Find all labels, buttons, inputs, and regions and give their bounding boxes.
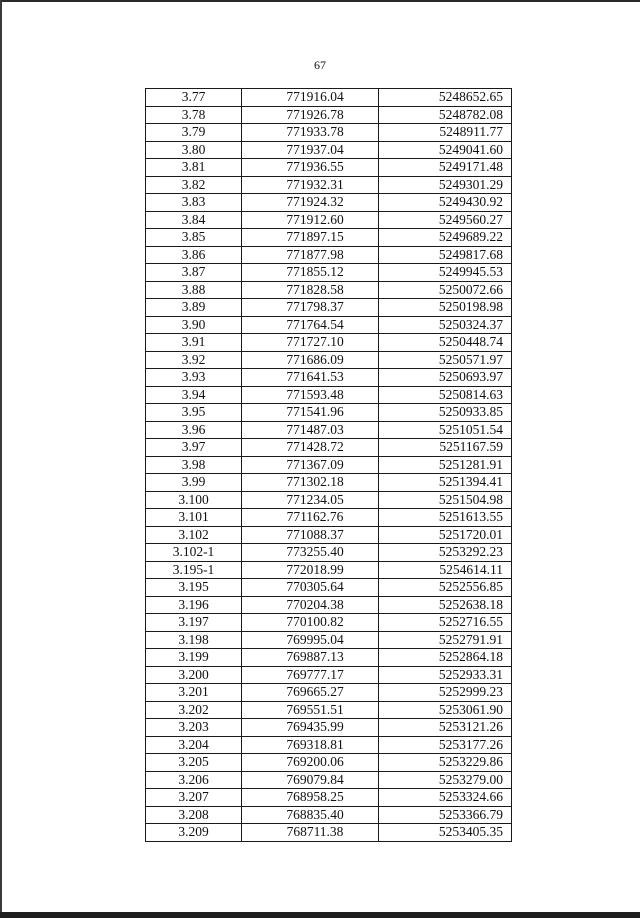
scan-border-left bbox=[0, 0, 2, 918]
x-coordinate-cell: 771727.10 bbox=[242, 334, 379, 352]
point-id-cell: 3.78 bbox=[146, 106, 242, 124]
table-row bbox=[146, 211, 512, 229]
point-id-cell: 3.96 bbox=[146, 421, 242, 439]
y-coordinate-cell: 5251167.59 bbox=[379, 439, 512, 457]
table-row bbox=[146, 649, 512, 667]
point-id-cell: 3.90 bbox=[146, 316, 242, 334]
x-coordinate-cell: 771367.09 bbox=[242, 456, 379, 474]
point-id-cell: 3.84 bbox=[146, 211, 242, 229]
x-coordinate-cell: 771798.37 bbox=[242, 299, 379, 317]
coordinates-table bbox=[145, 88, 512, 842]
point-id-cell: 3.100 bbox=[146, 491, 242, 509]
table-row bbox=[146, 789, 512, 807]
table-row bbox=[146, 579, 512, 597]
y-coordinate-cell: 5251051.54 bbox=[379, 421, 512, 439]
y-coordinate-cell: 5249689.22 bbox=[379, 229, 512, 247]
point-id-cell: 3.102-1 bbox=[146, 544, 242, 562]
coordinates-table-body bbox=[146, 89, 512, 842]
x-coordinate-cell: 771162.76 bbox=[242, 509, 379, 527]
y-coordinate-cell: 5252999.23 bbox=[379, 684, 512, 702]
point-id-cell: 3.91 bbox=[146, 334, 242, 352]
point-id-cell: 3.79 bbox=[146, 124, 242, 142]
point-id-cell: 3.97 bbox=[146, 439, 242, 457]
x-coordinate-cell: 771234.05 bbox=[242, 491, 379, 509]
table-row bbox=[146, 386, 512, 404]
y-coordinate-cell: 5248652.65 bbox=[379, 89, 512, 107]
point-id-cell: 3.92 bbox=[146, 351, 242, 369]
y-coordinate-cell: 5250814.63 bbox=[379, 386, 512, 404]
scan-border-bottom bbox=[0, 912, 640, 918]
x-coordinate-cell: 771593.48 bbox=[242, 386, 379, 404]
table-row bbox=[146, 491, 512, 509]
point-id-cell: 3.88 bbox=[146, 281, 242, 299]
y-coordinate-cell: 5254614.11 bbox=[379, 561, 512, 579]
table-row bbox=[146, 736, 512, 754]
x-coordinate-cell: 771877.98 bbox=[242, 246, 379, 264]
y-coordinate-cell: 5253121.26 bbox=[379, 719, 512, 737]
x-coordinate-cell: 771428.72 bbox=[242, 439, 379, 457]
point-id-cell: 3.195 bbox=[146, 579, 242, 597]
y-coordinate-cell: 5252556.85 bbox=[379, 579, 512, 597]
table-row bbox=[146, 264, 512, 282]
table-row bbox=[146, 281, 512, 299]
y-coordinate-cell: 5253229.86 bbox=[379, 754, 512, 772]
y-coordinate-cell: 5249945.53 bbox=[379, 264, 512, 282]
scan-border-top bbox=[0, 0, 640, 2]
table-row bbox=[146, 316, 512, 334]
y-coordinate-cell: 5249301.29 bbox=[379, 176, 512, 194]
y-coordinate-cell: 5249171.48 bbox=[379, 159, 512, 177]
point-id-cell: 3.86 bbox=[146, 246, 242, 264]
point-id-cell: 3.95 bbox=[146, 404, 242, 422]
y-coordinate-cell: 5252638.18 bbox=[379, 596, 512, 614]
y-coordinate-cell: 5253177.26 bbox=[379, 736, 512, 754]
y-coordinate-cell: 5251720.01 bbox=[379, 526, 512, 544]
page-number: 67 bbox=[314, 58, 326, 72]
y-coordinate-cell: 5250072.66 bbox=[379, 281, 512, 299]
x-coordinate-cell: 771937.04 bbox=[242, 141, 379, 159]
table-row bbox=[146, 404, 512, 422]
x-coordinate-cell: 769079.84 bbox=[242, 771, 379, 789]
table-row bbox=[146, 334, 512, 352]
table-row bbox=[146, 421, 512, 439]
x-coordinate-cell: 769887.13 bbox=[242, 649, 379, 667]
table-row bbox=[146, 806, 512, 824]
point-id-cell: 3.94 bbox=[146, 386, 242, 404]
table-row bbox=[146, 824, 512, 842]
table-row bbox=[146, 666, 512, 684]
y-coordinate-cell: 5253324.66 bbox=[379, 789, 512, 807]
point-id-cell: 3.82 bbox=[146, 176, 242, 194]
x-coordinate-cell: 771641.53 bbox=[242, 369, 379, 387]
x-coordinate-cell: 771541.96 bbox=[242, 404, 379, 422]
x-coordinate-cell: 771916.04 bbox=[242, 89, 379, 107]
point-id-cell: 3.87 bbox=[146, 264, 242, 282]
y-coordinate-cell: 5250933.85 bbox=[379, 404, 512, 422]
table-row bbox=[146, 369, 512, 387]
table-row bbox=[146, 719, 512, 737]
table-row bbox=[146, 544, 512, 562]
x-coordinate-cell: 772018.99 bbox=[242, 561, 379, 579]
y-coordinate-cell: 5250693.97 bbox=[379, 369, 512, 387]
x-coordinate-cell: 769995.04 bbox=[242, 631, 379, 649]
table-row bbox=[146, 351, 512, 369]
y-coordinate-cell: 5252933.31 bbox=[379, 666, 512, 684]
y-coordinate-cell: 5253405.35 bbox=[379, 824, 512, 842]
point-id-cell: 3.208 bbox=[146, 806, 242, 824]
table-row bbox=[146, 509, 512, 527]
table-row bbox=[146, 771, 512, 789]
x-coordinate-cell: 769435.99 bbox=[242, 719, 379, 737]
point-id-cell: 3.102 bbox=[146, 526, 242, 544]
x-coordinate-cell: 769777.17 bbox=[242, 666, 379, 684]
point-id-cell: 3.205 bbox=[146, 754, 242, 772]
x-coordinate-cell: 771302.18 bbox=[242, 474, 379, 492]
point-id-cell: 3.80 bbox=[146, 141, 242, 159]
x-coordinate-cell: 771932.31 bbox=[242, 176, 379, 194]
y-coordinate-cell: 5251504.98 bbox=[379, 491, 512, 509]
point-id-cell: 3.81 bbox=[146, 159, 242, 177]
point-id-cell: 3.83 bbox=[146, 194, 242, 212]
y-coordinate-cell: 5253061.90 bbox=[379, 701, 512, 719]
x-coordinate-cell: 771686.09 bbox=[242, 351, 379, 369]
y-coordinate-cell: 5249430.92 bbox=[379, 194, 512, 212]
y-coordinate-cell: 5251281.91 bbox=[379, 456, 512, 474]
table-row bbox=[146, 754, 512, 772]
table-row bbox=[146, 194, 512, 212]
table-row bbox=[146, 246, 512, 264]
table-row bbox=[146, 596, 512, 614]
table-row bbox=[146, 701, 512, 719]
point-id-cell: 3.101 bbox=[146, 509, 242, 527]
x-coordinate-cell: 768711.38 bbox=[242, 824, 379, 842]
point-id-cell: 3.99 bbox=[146, 474, 242, 492]
x-coordinate-cell: 769200.06 bbox=[242, 754, 379, 772]
y-coordinate-cell: 5248911.77 bbox=[379, 124, 512, 142]
y-coordinate-cell: 5252791.91 bbox=[379, 631, 512, 649]
x-coordinate-cell: 768958.25 bbox=[242, 789, 379, 807]
x-coordinate-cell: 770305.64 bbox=[242, 579, 379, 597]
x-coordinate-cell: 769665.27 bbox=[242, 684, 379, 702]
table-row bbox=[146, 614, 512, 632]
x-coordinate-cell: 771926.78 bbox=[242, 106, 379, 124]
x-coordinate-cell: 771924.32 bbox=[242, 194, 379, 212]
x-coordinate-cell: 771936.55 bbox=[242, 159, 379, 177]
point-id-cell: 3.197 bbox=[146, 614, 242, 632]
y-coordinate-cell: 5251394.41 bbox=[379, 474, 512, 492]
y-coordinate-cell: 5249560.27 bbox=[379, 211, 512, 229]
point-id-cell: 3.204 bbox=[146, 736, 242, 754]
y-coordinate-cell: 5253366.79 bbox=[379, 806, 512, 824]
x-coordinate-cell: 771912.60 bbox=[242, 211, 379, 229]
table-row bbox=[146, 159, 512, 177]
table-row bbox=[146, 456, 512, 474]
y-coordinate-cell: 5252864.18 bbox=[379, 649, 512, 667]
y-coordinate-cell: 5251613.55 bbox=[379, 509, 512, 527]
table-row bbox=[146, 561, 512, 579]
point-id-cell: 3.207 bbox=[146, 789, 242, 807]
x-coordinate-cell: 771487.03 bbox=[242, 421, 379, 439]
table-row bbox=[146, 141, 512, 159]
point-id-cell: 3.196 bbox=[146, 596, 242, 614]
point-id-cell: 3.209 bbox=[146, 824, 242, 842]
table-row bbox=[146, 439, 512, 457]
x-coordinate-cell: 771828.58 bbox=[242, 281, 379, 299]
table-row bbox=[146, 526, 512, 544]
point-id-cell: 3.201 bbox=[146, 684, 242, 702]
point-id-cell: 3.98 bbox=[146, 456, 242, 474]
x-coordinate-cell: 771897.15 bbox=[242, 229, 379, 247]
y-coordinate-cell: 5248782.08 bbox=[379, 106, 512, 124]
y-coordinate-cell: 5253279.00 bbox=[379, 771, 512, 789]
point-id-cell: 3.203 bbox=[146, 719, 242, 737]
table-row bbox=[146, 176, 512, 194]
point-id-cell: 3.206 bbox=[146, 771, 242, 789]
y-coordinate-cell: 5249817.68 bbox=[379, 246, 512, 264]
y-coordinate-cell: 5253292.23 bbox=[379, 544, 512, 562]
point-id-cell: 3.195-1 bbox=[146, 561, 242, 579]
x-coordinate-cell: 770100.82 bbox=[242, 614, 379, 632]
x-coordinate-cell: 771933.78 bbox=[242, 124, 379, 142]
point-id-cell: 3.93 bbox=[146, 369, 242, 387]
table-row bbox=[146, 684, 512, 702]
point-id-cell: 3.199 bbox=[146, 649, 242, 667]
x-coordinate-cell: 768835.40 bbox=[242, 806, 379, 824]
table-row bbox=[146, 89, 512, 107]
x-coordinate-cell: 769318.81 bbox=[242, 736, 379, 754]
point-id-cell: 3.200 bbox=[146, 666, 242, 684]
point-id-cell: 3.202 bbox=[146, 701, 242, 719]
point-id-cell: 3.77 bbox=[146, 89, 242, 107]
y-coordinate-cell: 5250448.74 bbox=[379, 334, 512, 352]
y-coordinate-cell: 5250198.98 bbox=[379, 299, 512, 317]
x-coordinate-cell: 769551.51 bbox=[242, 701, 379, 719]
y-coordinate-cell: 5249041.60 bbox=[379, 141, 512, 159]
y-coordinate-cell: 5250324.37 bbox=[379, 316, 512, 334]
point-id-cell: 3.89 bbox=[146, 299, 242, 317]
point-id-cell: 3.198 bbox=[146, 631, 242, 649]
table-row bbox=[146, 631, 512, 649]
x-coordinate-cell: 771088.37 bbox=[242, 526, 379, 544]
y-coordinate-cell: 5250571.97 bbox=[379, 351, 512, 369]
table-row bbox=[146, 106, 512, 124]
x-coordinate-cell: 771855.12 bbox=[242, 264, 379, 282]
table-row bbox=[146, 299, 512, 317]
point-id-cell: 3.85 bbox=[146, 229, 242, 247]
x-coordinate-cell: 771764.54 bbox=[242, 316, 379, 334]
x-coordinate-cell: 773255.40 bbox=[242, 544, 379, 562]
table-row bbox=[146, 229, 512, 247]
x-coordinate-cell: 770204.38 bbox=[242, 596, 379, 614]
table-row bbox=[146, 474, 512, 492]
table-row bbox=[146, 124, 512, 142]
y-coordinate-cell: 5252716.55 bbox=[379, 614, 512, 632]
